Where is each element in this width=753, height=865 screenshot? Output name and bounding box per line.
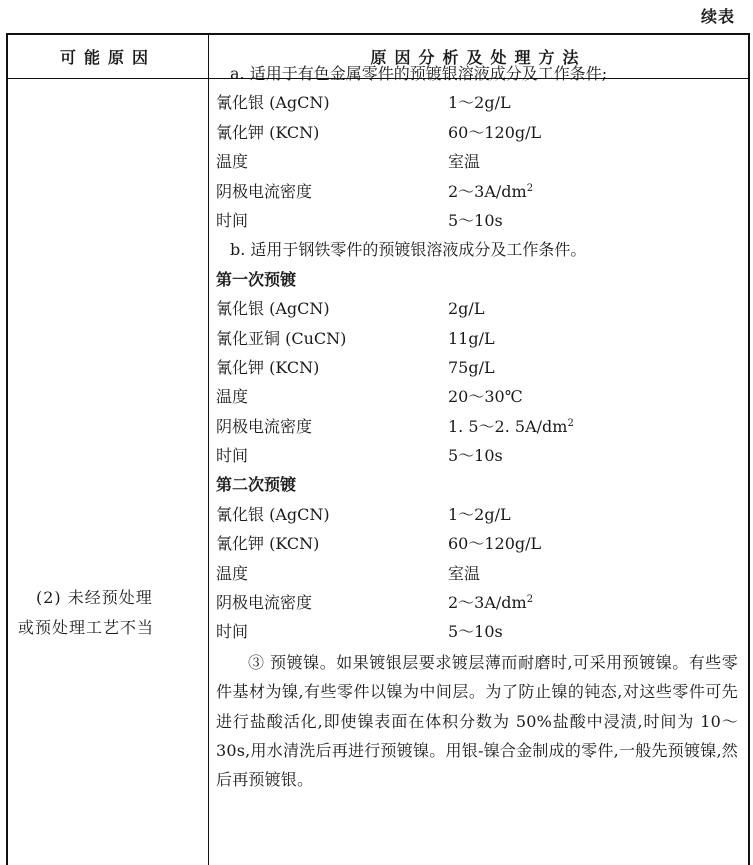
- param-value: 5～10s: [448, 446, 503, 466]
- list-item: [216, 588, 738, 617]
- list-item: [216, 617, 738, 646]
- list-item: [216, 177, 738, 206]
- section-a-note: a. 适用于有色金属零件的预镀银溶液成分及工作条件;: [230, 64, 608, 83]
- param-value: 室温: [448, 152, 481, 172]
- param-name: 氰化钾 (KCN): [216, 534, 320, 554]
- param-name: 阴极电流密度: [216, 181, 313, 201]
- superscript: 2: [567, 417, 574, 429]
- header-possible-cause: 可能原因: [59, 48, 156, 67]
- param-name: 温度: [216, 563, 249, 583]
- list-item: [216, 324, 738, 353]
- param-name: 温度: [216, 387, 249, 407]
- analysis-cell: [216, 59, 738, 795]
- cause-cell: [18, 583, 204, 643]
- list-item: [216, 559, 738, 588]
- column-divider: [208, 35, 209, 865]
- param-value: 60～120g/L: [448, 122, 542, 142]
- param-value: 2g/L: [448, 299, 485, 319]
- cause-line-2: 或预处理工艺不当: [18, 618, 155, 637]
- param-name: 氰化钾 (KCN): [216, 357, 320, 377]
- section-b-note: b. 适用于钢铁零件的预镀银溶液成分及工作条件。: [230, 240, 587, 260]
- list-item: [216, 353, 738, 382]
- header-analysis-method: 原因分析及处理方法: [370, 48, 587, 67]
- param-name: 氰化银 (AgCN): [216, 504, 330, 524]
- value-text: 1. 5～2. 5A/dm: [448, 416, 568, 436]
- list-item: [216, 206, 738, 235]
- param-value: 75g/L: [448, 357, 495, 377]
- param-name: 时间: [216, 446, 249, 466]
- param-value: 室温: [448, 563, 481, 583]
- table-border-left: [6, 35, 8, 865]
- param-value: 20～30℃: [448, 387, 523, 407]
- first-plating-title: 第一次预镀: [216, 269, 297, 289]
- superscript: 2: [526, 594, 534, 606]
- second-plating-title: 第二次预镀: [216, 475, 297, 495]
- list-item: [216, 88, 738, 117]
- param-name: 阴极电流密度: [216, 416, 313, 436]
- cause-line-1: (2) 未经预处理: [36, 588, 153, 607]
- value-text: 2～3A/dm: [448, 593, 527, 613]
- param-value: 5～10s: [448, 210, 503, 230]
- list-item: [216, 118, 738, 147]
- superscript: 2: [526, 182, 534, 194]
- param-name: 氰化银 (AgCN): [216, 299, 330, 319]
- list-item: [216, 500, 738, 529]
- list-item: [216, 441, 738, 470]
- param-value: 60～120g/L: [448, 534, 542, 554]
- param-name: 时间: [216, 622, 249, 642]
- param-name: 时间: [216, 210, 249, 230]
- list-item: [216, 412, 738, 441]
- param-value: 5～10s: [448, 622, 503, 642]
- param-value: [448, 177, 738, 206]
- param-value: 1～2g/L: [448, 504, 511, 524]
- value-text: 2～3A/dm: [448, 181, 527, 201]
- param-name: 温度: [216, 152, 249, 172]
- param-value: 11g/L: [448, 328, 495, 348]
- param-name: 阴极电流密度: [216, 593, 313, 613]
- list-item: [216, 147, 738, 176]
- list-item: [216, 294, 738, 323]
- param-name: 氰化钾 (KCN): [216, 122, 320, 142]
- nickel-preplating-paragraph: ③ 预镀镍。如果镀银层要求镀层薄而耐磨时,可采用预镀镍。有些零件基材为镍,有些零件以镍为中间层。为了防止镍的钝态,对这些零件可先进行盐酸活化,即使镍表面在体积分数为 50%盐酸中浸渍,时间为 10～30s,用水清洗后再进行预镀镍。用银-镍合金制成的零件,一般先预镀镍,然后再预镀银。: [216, 652, 738, 790]
- table-border-right: [748, 35, 750, 865]
- param-name: 氰化亚铜 (CuCN): [216, 328, 347, 348]
- param-value: 1～2g/L: [448, 93, 511, 113]
- param-value: [448, 588, 738, 617]
- param-name: 氰化银 (AgCN): [216, 93, 330, 113]
- list-item: [216, 529, 738, 558]
- param-value: [448, 412, 738, 441]
- continued-table-caption: 续表: [700, 7, 735, 26]
- list-item: [216, 382, 738, 411]
